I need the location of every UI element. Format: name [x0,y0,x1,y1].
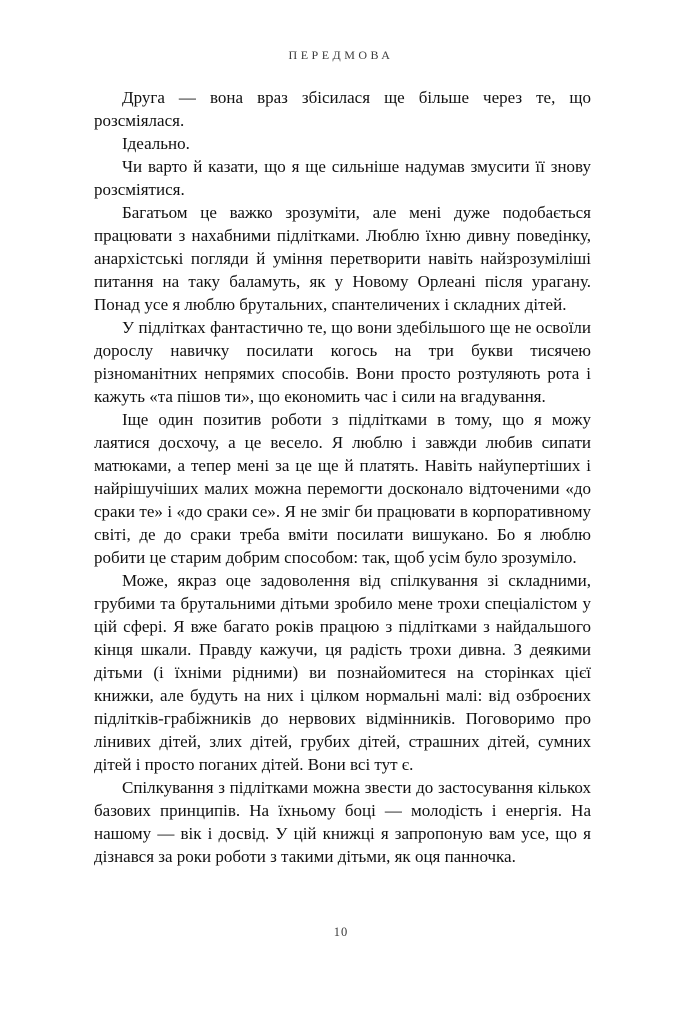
paragraph: Багатьом це важко зрозуміти, але мені дуже подобається працювати з нахабними підлітками. Люблю їхню дивну поведінку, анархістські погляди й уміння перетворити навіть найзрозуміліші питання на таку баламуть, як у Новому Орлеані після урагану. Понад усе я люблю брутальних, спантеличених і складних дітей. [94,203,591,314]
chapter-running-head: ПЕРЕДМОВА [288,48,394,62]
paragraph: Друга — вона враз збісилася ще більше через те, що розсміялася. [94,88,591,130]
paragraph: Чи варто й казати, що я ще сильніше надумав змусити її знову розсміятися. [94,157,591,199]
paragraph: У підлітках фантастично те, що вони здебільшого ще не освоїли дорослу навичку посилати когось на три букви тисячею різноманітних непрямих способів. Вони просто розтуляють рота і кажуть «та пішов ти», що економить час і сили на вгадування. [94,318,591,406]
paragraph: Може, якраз оце задоволення від спілкування зі складними, грубими та брутальними дітьми зробило мене трохи спеціалістом у цій сфері. Я вже багато років працюю з підлітками з найдальшого кінця шкали. Правду кажучи, ця радість трохи дивна. З деякими дітьми (і їхніми рідними) ви познайомитеся на сторінках цієї книжки, але будуть на них і цілком нормальні малі: від озброєних підлітків-грабіжників до нервових відмінників. Поговоримо про лінивих дітей, злих дітей, грубих дітей, страшних дітей, сумних дітей і просто поганих дітей. Вони всі тут є. [94,571,591,774]
paragraph: Іще один позитив роботи з підлітками в тому, що я можу лаятися досхочу, а це весело. Я люблю і завжди любив сипати матюками, а тепер мені за це ще й платять. Навіть найупертіших і найрішучіших малих можна перемогти досконало відточеними «до сраки те» і «до сраки се». Я не зміг би працювати в корпоративному світі, де до сраки треба вміти посилати вишукано. Бо я люблю робити це старим добрим способом: так, щоб усім було зрозуміло. [94,410,591,567]
paragraph: Ідеально. [122,134,190,153]
page-number: 10 [333,925,349,939]
paragraph: Спілкування з підлітками можна звести до застосування кількох базових принципів. На їхньому боці — молодість і енергія. На нашому — вік і досвід. У цій книжці я запропоную вам усе, що я дізнався за роки роботи з такими дітьми, як оця панночка. [94,778,591,866]
body-text [94,86,591,868]
